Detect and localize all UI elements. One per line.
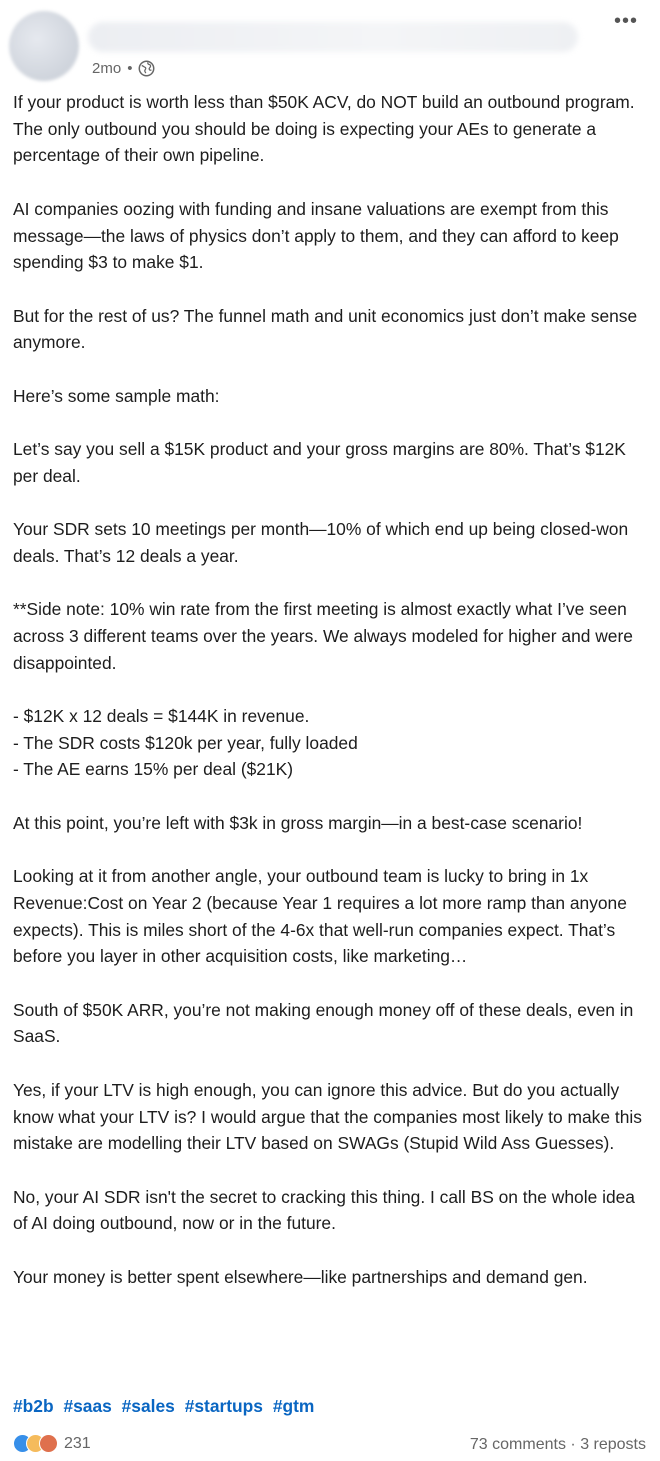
post-paragraph: Here’s some sample math: xyxy=(13,385,220,406)
post-paragraph: Your money is better spent elsewhere—like partnerships and demand gen. xyxy=(13,1266,588,1287)
post-paragraph: Your SDR sets 10 meetings per month—10% of which end up being closed-won deals. That’s 12 deals a year. xyxy=(13,519,629,566)
hashtag-list xyxy=(13,1396,319,1417)
globe-icon xyxy=(138,60,155,77)
post-paragraph: Let’s say you sell a $15K product and your gross margins are 80%. That’s $12K per deal. xyxy=(13,439,626,486)
reactions-summary[interactable] xyxy=(13,1434,91,1453)
post-paragraph: At this point, you’re left with $3k in gross margin—in a best-case scenario! xyxy=(13,812,583,833)
engagement-links xyxy=(470,1436,646,1454)
comments-count-link[interactable]: 73 comments xyxy=(469,1436,566,1453)
hashtag-link[interactable]: #b2b xyxy=(13,1396,54,1416)
hashtag-link[interactable]: #gtm xyxy=(272,1396,315,1416)
post-paragraph: **Side note: 10% win rate from the first meeting is almost exactly what I’ve seen across 3 different teams over the years. We always modeled for higher and were disappointed. xyxy=(13,599,633,673)
love-reaction-icon xyxy=(39,1434,58,1453)
author-avatar[interactable] xyxy=(9,11,79,81)
reaction-count[interactable]: 231 xyxy=(64,1434,91,1452)
post-header xyxy=(0,0,660,90)
meta-separator: • xyxy=(127,59,133,77)
author-name-redacted xyxy=(88,22,578,52)
hashtag-link[interactable]: #sales xyxy=(121,1396,175,1416)
post-timestamp: 2mo xyxy=(92,59,122,77)
hashtag-link[interactable]: #startups xyxy=(184,1396,263,1416)
post-paragraph: No, your AI SDR isn't the secret to cracking this thing. I call BS on the whole idea of AI doing outbound, now or in the future. xyxy=(13,1186,635,1234)
post-meta xyxy=(92,58,155,78)
post-body xyxy=(13,89,653,1317)
reposts-count-link[interactable]: 3 reposts xyxy=(580,1436,646,1453)
engagement-separator: · xyxy=(570,1436,576,1453)
post-paragraph: - $12K x 12 deals = $144K in revenue. - The SDR costs $120k per year, fully loaded - The AE earns 15% per deal ($21K) xyxy=(13,706,358,780)
hashtag-link[interactable]: #saas xyxy=(63,1396,112,1416)
post-paragraph: But for the rest of us? The funnel math and unit economics just don’t make sense anymore. xyxy=(13,305,638,353)
more-options-icon[interactable]: ••• xyxy=(613,10,638,32)
post-paragraph: Yes, if your LTV is high enough, you can ignore this advice. But do you actually know what your LTV is? I would argue that the companies most likely to make this mistake are modelling their LTV based on SWAGs (Stupid Wild Ass Guesses). xyxy=(13,1079,642,1154)
post-paragraph: South of $50K ARR, you’re not making enough money off of these deals, even in SaaS. xyxy=(13,999,634,1047)
post-paragraph: AI companies oozing with funding and insane valuations are exempt from this message—the laws of physics don’t apply to them, and they can afford to keep spending $3 to make $1. xyxy=(13,198,619,273)
post-paragraph: Looking at it from another angle, your outbound team is lucky to bring in 1x Revenue:Cost on Year 2 (because Year 1 requires a lot more ramp than anyone expects). This is miles short of the 4-6x that well-run companies expect. That’s before you layer in other acquisition costs, like marketing… xyxy=(13,866,627,967)
social-counts xyxy=(0,1430,660,1460)
post-paragraph: If your product is worth less than $50K ACV, do NOT build an outbound program. The only outbound you should be doing is expecting your AEs to generate a percentage of their own pipeline. xyxy=(13,92,635,166)
